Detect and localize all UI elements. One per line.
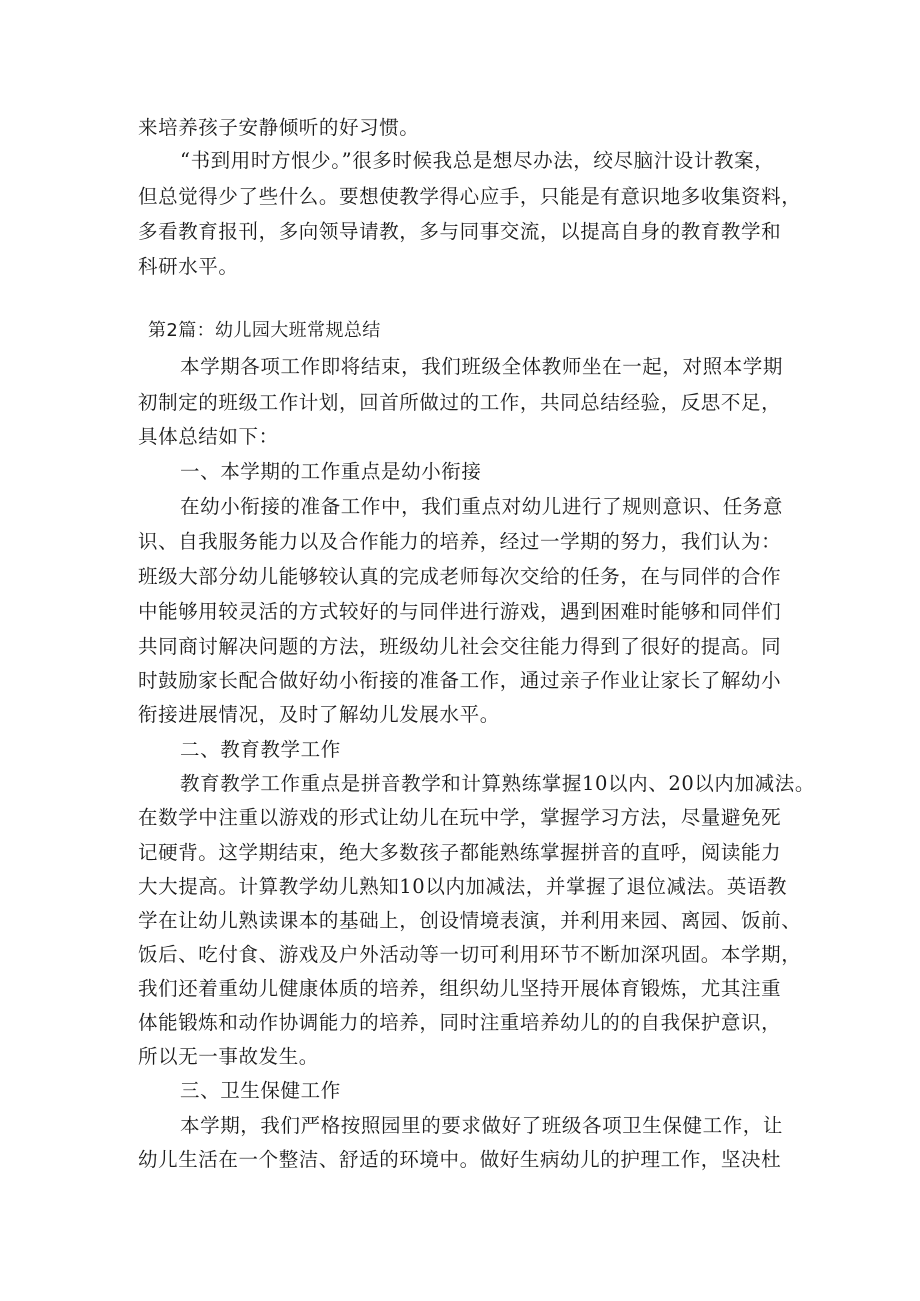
text-line-30: 幼儿生活在一个整洁、舒适的环境中。做好生病幼儿的护理工作，坚决杜	[138, 1148, 782, 1171]
text-line-9: 具体总结如下：	[138, 425, 279, 448]
text-line-25: 我们还着重幼儿健康体质的培养，组织幼儿坚持开展体育锻炼，尤其注重	[138, 977, 782, 1000]
text-line-5: 科研水平。	[138, 255, 239, 278]
text-line-20: 在数学中注重以游戏的形式让幼儿在玩中学，掌握学习方法，尽量避免死	[138, 806, 782, 829]
text-line-21: 记硬背。这学期结束，绝大多数孩子都能熟练掌握拼音的直呼，阅读能力	[138, 841, 782, 864]
subheading-1: 一、本学期的工作重点是幼小衔接	[180, 460, 482, 483]
text-line-29: 本学期，我们严格按照园里的要求做好了班级各项卫生保健工作，让	[180, 1114, 784, 1137]
text-line-4: 多看教育报刊，多向领导请教，多与同事交流，以提高自身的教育教学和	[138, 220, 782, 243]
text-line-8: 初制定的班级工作计划，回首所做过的工作，共同总结经验，反思不足，	[138, 391, 782, 414]
text-line-26: 体能锻炼和动作协调能力的培养，同时注重培养幼儿的的自我保护意识，	[138, 1011, 782, 1034]
text-line-1: 来培养孩子安静倾听的好习惯。	[138, 116, 420, 139]
text-line-13: 班级大部分幼儿能够较认真的完成老师每次交给的任务，在与同伴的合作	[138, 565, 782, 588]
text-line-27: 所以无一事故发生。	[138, 1045, 319, 1068]
text-line-15: 共同商讨解决问题的方法，班级幼儿社会交往能力得到了很好的提高。同	[138, 635, 782, 658]
text-line-16: 时鼓励家长配合做好幼小衔接的准备工作，通过亲子作业让家长了解幼小	[138, 669, 782, 692]
text-line-23: 学在让幼儿熟读课本的基础上，创设情境表演，并利用来园、离园、饭前、	[138, 909, 802, 932]
text-line-19: 教育教学工作重点是拼音教学和计算熟练掌握10以内、20以内加减法。	[180, 772, 815, 795]
text-line-12: 识、自我服务能力以及合作能力的培养，经过一学期的努力，我们认为：	[138, 530, 782, 553]
text-line-17: 衔接进展情况，及时了解幼儿发展水平。	[138, 703, 500, 726]
text-line-7: 本学期各项工作即将结束，我们班级全体教师坐在一起，对照本学期	[180, 355, 784, 378]
subheading-3: 三、卫生保健工作	[180, 1079, 341, 1102]
section-title: 第2篇：幼儿园大班常规总结	[148, 320, 381, 341]
text-line-24: 饭后、吃付食、游戏及户外活动等一切可利用环节不断加深巩固。本学期，	[138, 943, 802, 966]
text-line-14: 中能够用较灵活的方式较好的与同伴进行游戏，遇到困难时能够和同伴们	[138, 600, 782, 623]
text-line-22: 大大提高。计算教学幼儿熟知10以内加减法，并掌握了退位减法。英语教	[138, 875, 788, 898]
text-line-11: 在幼小衔接的准备工作中，我们重点对幼儿进行了规则意识、任务意	[180, 495, 784, 518]
text-line-2: “书到用时方恨少。”很多时候我总是想尽办法，绞尽脑汁设计教案，	[180, 149, 775, 172]
text-line-3: 但总觉得少了些什么。要想使教学得心应手，只能是有意识地多收集资料，	[138, 185, 802, 208]
subheading-2: 二、教育教学工作	[180, 738, 341, 761]
